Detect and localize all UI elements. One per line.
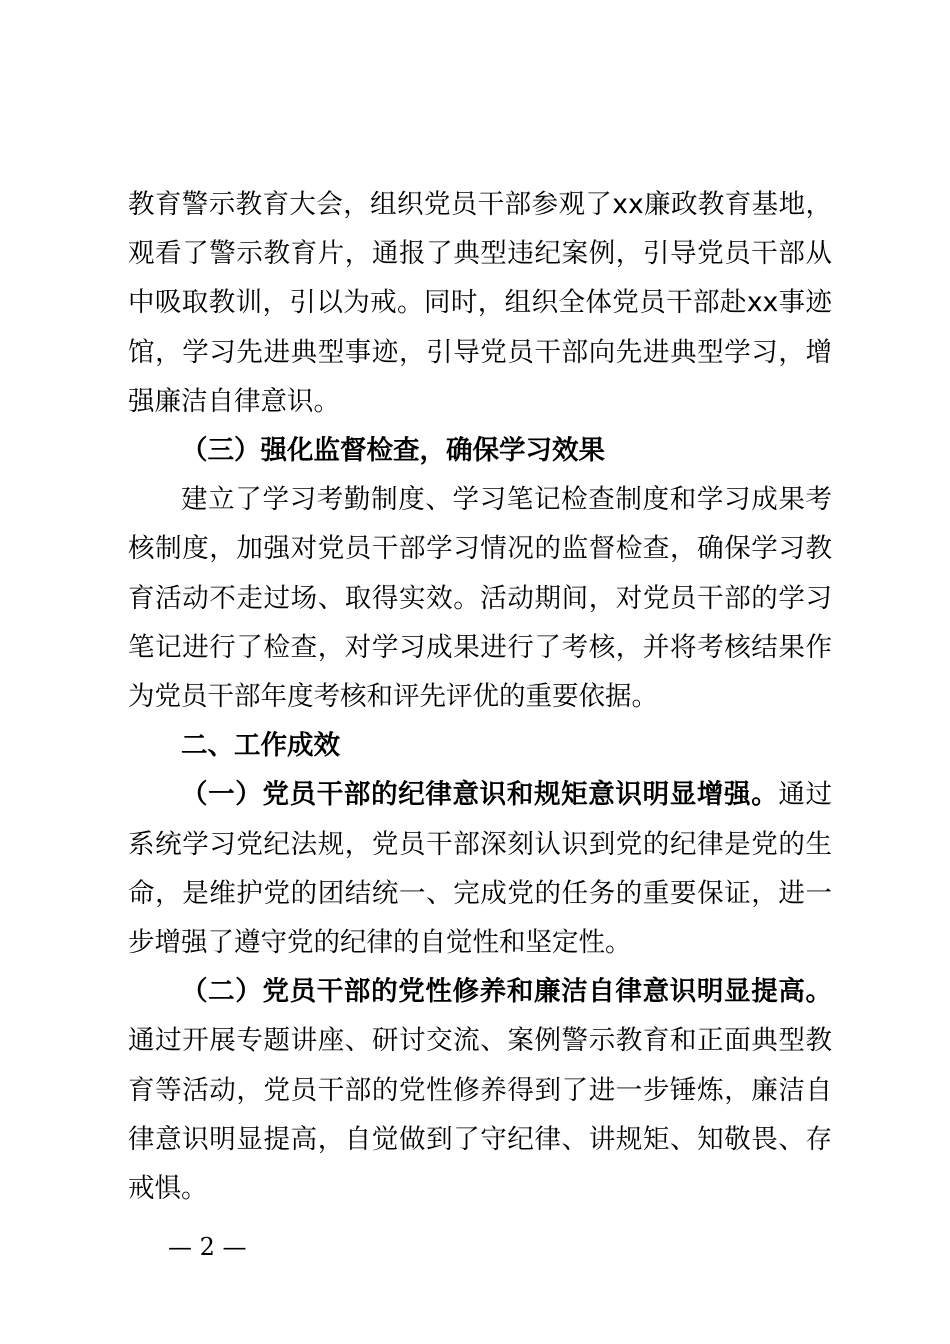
document-body — [128, 180, 832, 1213]
paragraph-continuation: 教育警示教育大会，组织党员干部参观了xx廉政教育基地，观看了警示教育片，通报了典型违纪案例，引导党员干部从中吸取教训，引以为戒。同时，组织全体党员干部赴xx事迹馆，学习先进典型事迹，引导党员干部向先进典型学习，增强廉洁自律意识。 — [128, 189, 832, 417]
section-heading-results: 二、工作成效 — [181, 730, 340, 762]
paragraph-supervision: 建立了学习考勤制度、学习笔记检查制度和学习成果考核制度，加强对党员干部学习情况的监督检查，确保学习教育活动不走过场、取得实效。活动期间，对党员干部的学习笔记进行了检查，对学习成果进行了考核，并将考核结果作为党员干部年度考核和评先评优的重要依据。 — [128, 484, 832, 713]
subheading-three: （三）强化监督检查，确保学习效果 — [181, 435, 605, 467]
paragraph-result-two-text: 通过开展专题讲座、研讨交流、案例警示教育和正面典型教育等活动，党员干部的党性修养得到了进一步锤炼，廉洁自律意识明显提高，自觉做到了守纪律、讲规矩、知敬畏、存戒惧。 — [128, 1025, 832, 1205]
page-number: — 2 — — [168, 1233, 247, 1261]
paragraph-result-two-lead: （二）党员干部的党性修养和廉洁自律意识明显提高。 — [181, 976, 832, 1008]
paragraph-result-one-text: 通过系统学习党纪法规，党员干部深刻认识到党的纪律是党的生命，是维护党的团结统一、完成党的任务的重要保证，进一步增强了遵守党的纪律的自觉性和坚定性。 — [128, 779, 833, 959]
paragraph-result-one — [128, 770, 832, 967]
paragraph-result-two — [128, 967, 832, 1213]
paragraph-result-one-lead: （一）党员干部的纪律意识和规矩意识明显增强。 — [181, 779, 779, 811]
